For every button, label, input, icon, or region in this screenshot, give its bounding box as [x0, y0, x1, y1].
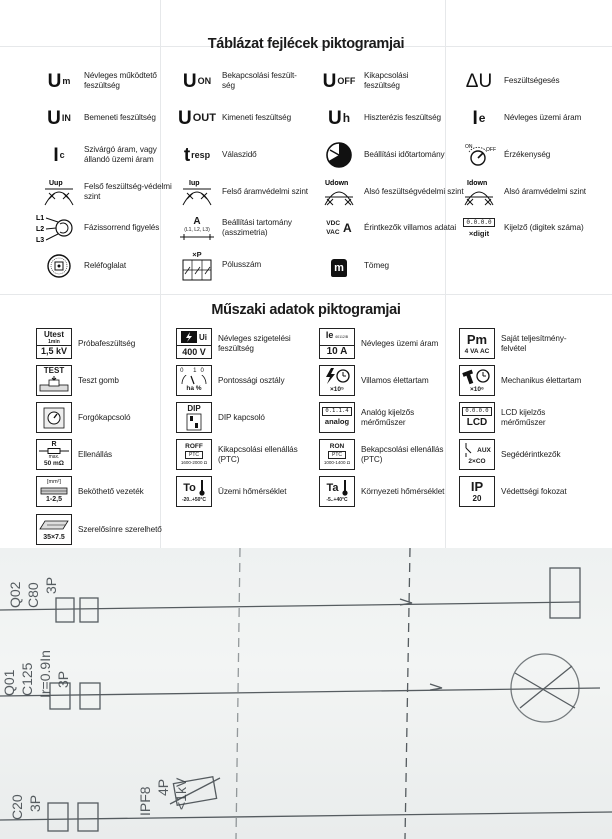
header-item-input-voltage: [40, 103, 179, 133]
svg-text:L1: L1: [36, 215, 45, 222]
svg-text:Udown: Udown: [325, 180, 349, 187]
upper-voltage-protection-icon: [40, 177, 78, 207]
schematic-label: 3P: [27, 794, 43, 812]
item-label: Segédérintkezők: [501, 449, 561, 459]
operating-temperature-icon: To -20..+50°C: [176, 476, 212, 507]
schematic-label: <1kV: [173, 777, 189, 810]
header-item-rated-current: [460, 103, 604, 133]
electrical-life-icon: ×10⁵: [319, 365, 355, 396]
item-label: Saját teljesítmény-felvétel: [501, 333, 567, 353]
mechanical-life-icon: ×10⁶: [459, 365, 495, 396]
auxiliary-contacts-icon: AUX 2×CO: [459, 439, 495, 470]
item-label: Szivárgó áram, vagy állandó üzemi áram: [84, 145, 157, 164]
lower-voltage-protection-icon: [320, 177, 358, 207]
item-label: Felső feszültség-védelmi szint: [84, 182, 172, 201]
item-label: Kikapcsolási feszültség: [364, 71, 409, 90]
svg-text:OFF: OFF: [486, 147, 496, 153]
item-label: Próbafeszültség: [78, 338, 136, 348]
item-label: LCD kijelzős mérőműszer: [501, 407, 546, 427]
schematic-label: 3P: [43, 576, 59, 594]
schematic-label: Q01: [1, 669, 17, 696]
item-label: Névleges szigetelési feszültség: [218, 333, 291, 353]
header-item-hysteresis-voltage: [320, 103, 464, 133]
item-label: Érzékenység: [504, 150, 551, 159]
tech-item-operating-temperature: [176, 476, 308, 507]
header-item-adjustment-range: [178, 213, 312, 243]
item-label: Alsó feszültségvédelmi szint: [364, 187, 464, 196]
sensitivity-dial-icon: [460, 140, 498, 170]
item-label: Beállítási időtartomány: [364, 150, 445, 159]
header-item-lower-current-protection: [460, 177, 604, 207]
accuracy-class-icon: 0 10 ha %: [176, 365, 212, 396]
schematic-label: Ir=0.9In: [37, 650, 53, 698]
tech-item-rated-insulation-voltage: [176, 328, 308, 359]
item-label: Reléfoglalat: [84, 261, 127, 270]
switch-on-voltage-icon: U ON: [182, 70, 212, 92]
mass-icon: m: [320, 251, 358, 281]
schematic-label: C20: [9, 794, 25, 820]
ambient-temperature-icon: Ta -5..+40°C: [319, 476, 355, 507]
dip-switch-icon: DIP: [176, 402, 212, 433]
item-label: Beállítási tartomány (asszimetria): [222, 218, 292, 237]
timer-icon: [320, 140, 358, 170]
tech-item-ptc-on: [319, 439, 451, 470]
header-item-leakage-current: [40, 140, 176, 170]
upper-current-protection-icon: [178, 177, 216, 207]
header-item-contact-current: [320, 213, 459, 243]
ptc-on-icon: RON PTC 1000-1400 Ω: [319, 439, 355, 470]
svg-text:Idown: Idown: [467, 180, 488, 187]
tech-item-own-power-consumption: [459, 328, 591, 359]
schematic-label: C125: [19, 662, 35, 696]
item-label: Kijelző (digitek száma): [504, 223, 584, 232]
item-label: Névleges üzemi áram: [361, 338, 439, 348]
header-item-lower-voltage-protection: [320, 177, 464, 207]
header-item-rated-operating-voltage: [40, 66, 179, 96]
svg-text:L2: L2: [36, 226, 45, 233]
lcd-meter-icon: 0.0.0.0 LCD: [459, 402, 495, 433]
item-label: Felső áramvédelmi szint: [222, 187, 308, 196]
item-label: Környezeti hőmérséklet: [361, 486, 445, 496]
item-label: Fázissorrend figyelés: [84, 223, 160, 232]
svg-text:Uup: Uup: [49, 180, 63, 187]
item-label: Pontossági osztály: [218, 375, 285, 385]
header-item-sensitivity: [460, 140, 604, 170]
schematic-label: 4P: [155, 778, 171, 796]
header-item-mass: [320, 251, 454, 281]
adjustment-range-icon: A (L1, L2, L3): [184, 215, 210, 233]
item-label: Forgókapcsoló: [78, 412, 131, 422]
header-item-pole-count: [178, 247, 312, 283]
tech-item-ptc-off: [176, 439, 308, 470]
tech-item-test-voltage: [36, 328, 168, 359]
svg-text:ON: ON: [465, 144, 473, 150]
tech-item-ambient-temperature: [319, 476, 451, 507]
connectable-wire-icon: [mm²] 1-2,5: [36, 476, 72, 507]
item-label: Analóg kijelzős mérőműszer: [361, 407, 415, 427]
tech-item-test-button: [36, 365, 168, 396]
svg-text:Iup: Iup: [189, 180, 200, 187]
mounting-rail-icon: 35×7.5: [36, 514, 72, 545]
output-voltage-icon: U OUT: [178, 107, 216, 129]
header-item-phase-sequence: [36, 213, 174, 243]
hysteresis-voltage-icon: U h: [327, 107, 351, 129]
tech-item-analog-meter: [319, 402, 451, 433]
tech-item-rated-operating-current: [319, 328, 451, 359]
item-label: Kimeneti feszültség: [222, 113, 292, 122]
phase-sequence-icon: [36, 213, 78, 243]
pole-count-icon: ×P: [178, 247, 216, 283]
test-voltage-icon: Utest 1min 1,5 kV: [36, 328, 72, 359]
relay-socket-icon: [40, 251, 78, 281]
display-digits-icon: 0.0.0.0 ×digit: [460, 213, 498, 243]
item-label: Válaszidő: [222, 150, 257, 159]
tech-item-connectable-wire: [36, 476, 168, 507]
header-item-time-range: [320, 140, 464, 170]
section-title-headers: Táblázat fejlécek piktogramjai: [207, 36, 405, 52]
header-item-output-voltage: [178, 103, 317, 133]
item-label: Szerelősínre szerelhető: [78, 524, 162, 534]
tech-item-mechanical-life: [459, 365, 591, 396]
resistance-icon: R max. 50 mΩ: [36, 439, 72, 470]
item-label: Alsó áramvédelmi szint: [504, 187, 586, 196]
schematic-label: C80: [25, 582, 41, 608]
item-label: Mechanikus élettartam: [501, 375, 582, 385]
item-label: Pólusszám: [222, 260, 262, 269]
tech-item-rotary-switch: [36, 402, 168, 433]
rotary-switch-icon: [36, 402, 72, 433]
header-item-display-digits: [460, 213, 604, 243]
item-label: Beköthető vezeték: [78, 486, 144, 496]
tech-item-accuracy-class: [176, 365, 308, 396]
ip-protection-icon: IP 20: [459, 476, 495, 507]
leakage-current-icon: I c: [53, 144, 65, 166]
item-label: Védettségi fokozat: [501, 486, 567, 496]
item-label: Névleges üzemi áram: [504, 113, 582, 122]
response-time-icon: t resp: [183, 144, 211, 166]
item-label: Érintkezők villamos adatai: [364, 223, 457, 232]
tech-item-mounting-rail: [36, 514, 168, 545]
svg-text:L3: L3: [36, 237, 45, 244]
header-item-switch-off-voltage: [320, 66, 444, 96]
item-label: Ellenállás: [78, 449, 113, 459]
tech-item-electrical-life: [319, 365, 451, 396]
input-voltage-icon: U IN: [47, 107, 71, 129]
item-label: Névleges működtető feszültség: [84, 71, 157, 90]
item-label: Bemeneti feszültség: [84, 113, 156, 122]
switch-off-voltage-icon: U OFF: [322, 70, 356, 92]
rated-insulation-voltage-icon: Ui 400 V: [176, 328, 212, 359]
rated-operating-current-icon: Ie 60112/B 10 A: [319, 328, 355, 359]
item-label: DIP kapcsoló: [218, 412, 265, 422]
item-label: Bekapcsolási feszült-ség: [222, 71, 297, 90]
section-title-technical: Műszaki adatok piktogramjai: [211, 302, 401, 318]
tech-item-dip-switch: [176, 402, 308, 433]
item-label: Feszültségesés: [504, 76, 560, 85]
item-label: Villamos élettartam: [361, 375, 429, 385]
header-item-upper-voltage-protection: [40, 177, 174, 207]
ptc-off-icon: ROFF PTC 1600-2000 Ω: [176, 439, 212, 470]
tech-item-resistance: [36, 439, 168, 470]
rated-operating-voltage-icon: U m: [47, 70, 71, 92]
item-label: Teszt gomb: [78, 375, 119, 385]
item-label: Kikapcsolási ellenállás (PTC): [218, 444, 298, 464]
schematic-photo: [0, 548, 612, 839]
bg-line: [0, 294, 612, 295]
tech-item-auxiliary-contacts: [459, 439, 591, 470]
contact-current-icon: VDC VAC A: [326, 220, 352, 236]
rated-current-icon: I e: [472, 107, 486, 129]
analog-meter-icon: 0.1.1.4 analog: [319, 402, 355, 433]
tech-item-ip-protection: [459, 476, 591, 507]
schematic-label: Q02: [7, 581, 23, 608]
header-item-upper-current-protection: [178, 177, 317, 207]
item-label: Bekapcsolási ellenállás (PTC): [361, 444, 444, 464]
header-item-relay-socket: [40, 251, 174, 281]
own-power-consumption-icon: Pm 4 VA AC: [459, 328, 495, 359]
header-item-response-time: [178, 140, 307, 170]
item-label: Tömeg: [364, 261, 389, 270]
header-item-switch-on-voltage: [178, 66, 307, 96]
schematic-label: IPF8: [137, 786, 153, 816]
header-item-voltage-drop: [460, 66, 604, 96]
test-button-icon: TEST: [36, 365, 72, 396]
schematic-label: 3P: [55, 670, 71, 688]
item-label: Üzemi hőmérséklet: [218, 486, 287, 496]
item-label: Hiszterézis feszültség: [364, 113, 441, 122]
tech-item-lcd-meter: [459, 402, 591, 433]
voltage-drop-icon: ΔU: [465, 70, 493, 92]
lower-current-protection-icon: [460, 177, 498, 207]
